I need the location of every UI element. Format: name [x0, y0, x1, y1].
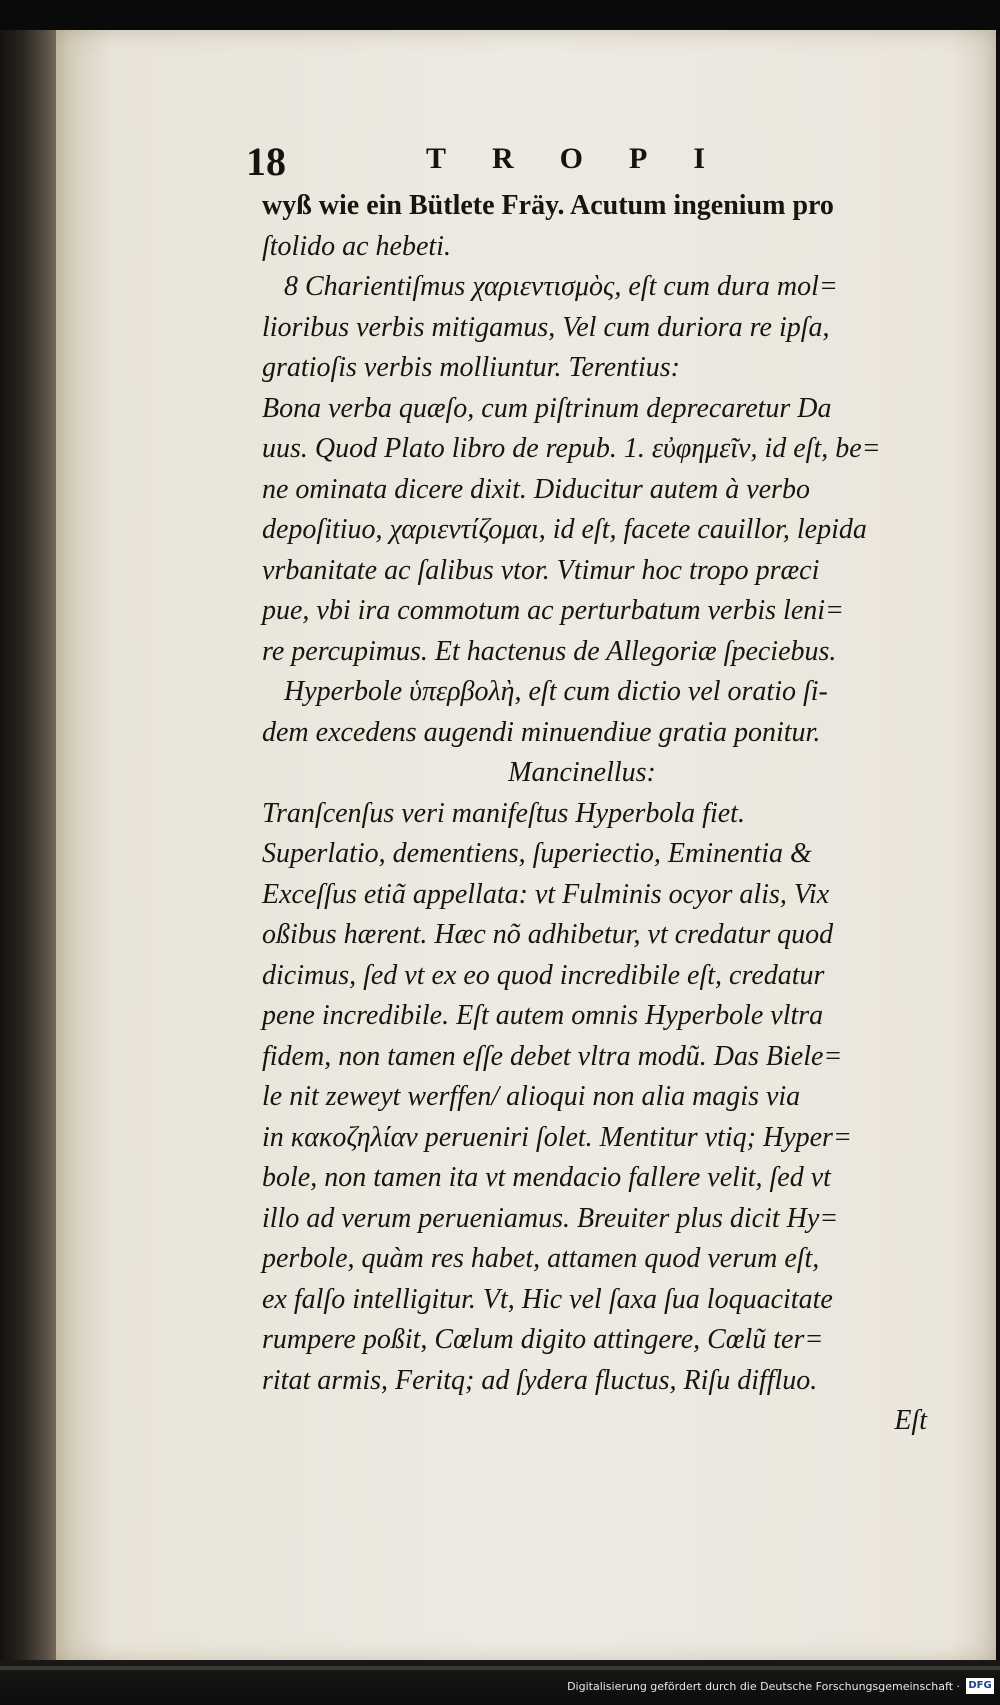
- scan-top-edge: [0, 0, 1000, 34]
- text-line: perbole, quàm res habet, attamen quod verum eſt,: [262, 1243, 820, 1274]
- text-line: dicimus, ſed vt ex eo quod incredibile eſt, credatur: [262, 959, 825, 991]
- text-line: ſtolido ac hebeti.: [262, 230, 451, 262]
- text-line: depoſitiuo, χαριεντίζομαι, id eſt, facete cauillor, lepida: [262, 514, 867, 545]
- text-line: Exceſſus etiã appellata: vt Fulminis ocyor alis, Vix: [262, 878, 830, 910]
- text-line: oßibus hærent. Hæc nõ adhibetur, vt credatur quod: [262, 919, 834, 950]
- text-line: Superlatio, dementiens, ſuperiectio, Eminentia &: [262, 838, 812, 869]
- text-line: Hyperbole ὑπερβολὴ, eſt cum dictio vel oratio ſi-: [284, 676, 828, 707]
- text-line: fidem, non tamen eſſe debet vltra modũ. Das Biele=: [262, 1040, 843, 1072]
- text-line: le nit zeweyt werffen/ alioqui non alia magis via: [262, 1081, 801, 1112]
- page-body-text: [262, 186, 962, 1442]
- text-line-centered: Mancinellus:: [508, 757, 656, 788]
- page-header: [246, 138, 786, 188]
- text-line: wyß wie ein Bütlete Fräy. Acutum ingenium pro: [262, 190, 834, 221]
- text-line: 8 Charientiſmus χαριεντισμὸς, eſt cum dura mol=: [284, 271, 838, 302]
- text-line: Bona verba quæſo, cum piſtrinum deprecaretur Da: [262, 392, 832, 424]
- text-line: bole, non tamen ita vt mendacio fallere velit, ſed vt: [262, 1162, 831, 1193]
- text-line: ritat armis, Feritq; ad ſydera fluctus, Riſu diffluo.: [262, 1364, 818, 1396]
- text-line: pene incredibile. Eſt autem omnis Hyperbole vltra: [262, 1000, 824, 1031]
- book-spine-edge: [0, 30, 58, 1660]
- text-line: pue, vbi ira commotum ac perturbatum verbis leni=: [262, 595, 844, 626]
- text-line: ne ominata dicere dixit. Diducitur autem à verbo: [262, 473, 810, 505]
- dfg-logo: DFG: [966, 1678, 994, 1694]
- text-line: lioribus verbis mitigamus, Vel cum duriora re ipſa,: [262, 311, 830, 343]
- text-line: dem excedens augendi minuendiue gratia ponitur.: [262, 716, 821, 748]
- running-title: TROPI: [426, 142, 752, 175]
- text-line: uus. Quod Plato libro de repub. 1. εὐφημεῖν, id eſt, be=: [262, 433, 881, 464]
- catchword: Eſt: [894, 1405, 927, 1436]
- text-line: ex falſo intelligitur. Vt, Hic vel ſaxa ſua loquacitate: [262, 1283, 833, 1315]
- text-line: Tranſcenſus veri manifeſtus Hyperbola fiet.: [262, 797, 745, 829]
- text-line: re percupimus. Et hactenus de Allegoriæ ſpeciebus.: [262, 635, 837, 667]
- digitization-credit: Digitalisierung gefördert durch die Deutsche Forschungsgemeinschaft ·: [567, 1680, 960, 1693]
- text-line: in κακοζηλίαν perueniri ſolet. Mentitur vtiq; Hyper=: [262, 1121, 852, 1153]
- page-number: 18: [246, 139, 286, 184]
- text-line: gratioſis verbis molliuntur. Terentius:: [262, 352, 680, 383]
- text-line: illo ad verum perueniamus. Breuiter plus dicit Hy=: [262, 1202, 839, 1234]
- text-line: vrbanitate ac ſalibus vtor. Vtimur hoc tropo præci: [262, 554, 820, 586]
- text-line: rumpere poßit, Cœlum digito attingere, Cœlũ ter=: [262, 1324, 824, 1355]
